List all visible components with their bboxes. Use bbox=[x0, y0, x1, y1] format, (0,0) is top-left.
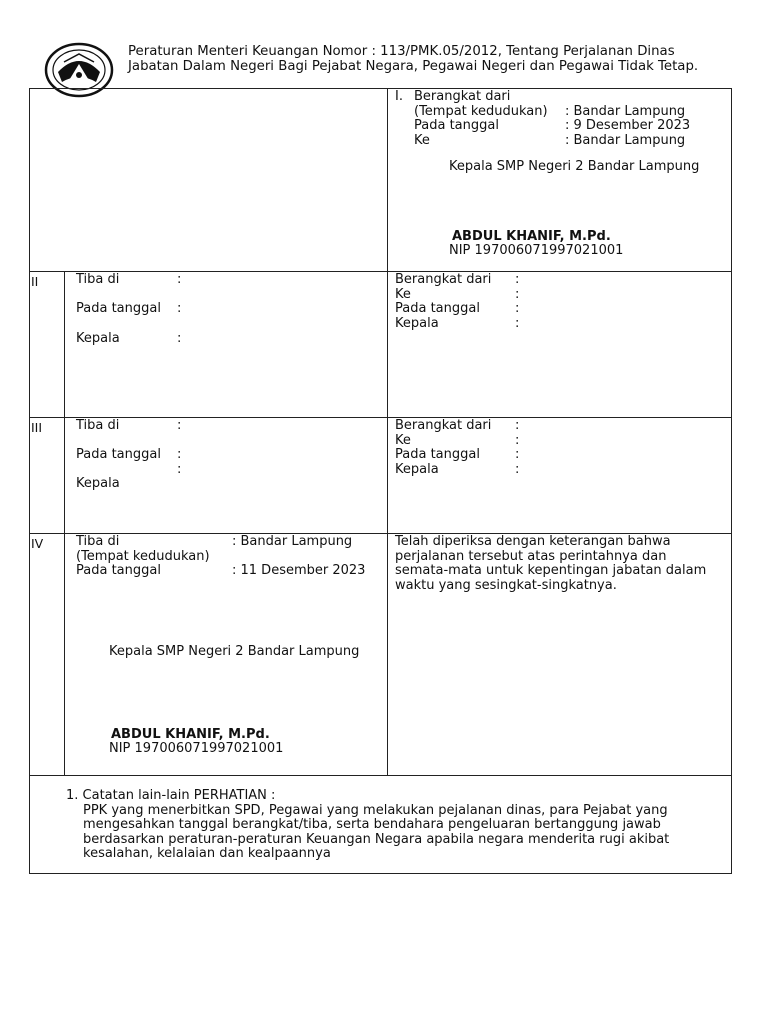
s2-arrival-label: Tiba di bbox=[76, 272, 120, 287]
notes-line-2: mengesahkan tanggal berangkat/tiba, serta bendahara pengeluaran bertanggung jawab bbox=[83, 817, 661, 832]
s3-right-date-value: : bbox=[515, 447, 520, 462]
s3-right-date-label: Pada tanggal bbox=[395, 447, 480, 462]
section-2-arrival-cell bbox=[65, 272, 388, 418]
s4-date-label: Pada tanggal bbox=[76, 563, 161, 578]
notes-line-1: PPK yang menerbitkan SPD, Pegawai yang melakukan pejalanan dinas, para Pejabat yang bbox=[83, 802, 668, 818]
section-1-departure-cell bbox=[388, 89, 732, 272]
s3-to-label: Ke bbox=[395, 432, 411, 448]
section-1-signer-nip: NIP 197006071997021001 bbox=[449, 243, 624, 258]
s2-right-date-value: : bbox=[515, 301, 520, 316]
s4-arrival-value: : Bandar Lampung bbox=[232, 534, 353, 549]
notes-title: 1. Catatan lain-lain PERHATIAN : bbox=[66, 788, 276, 803]
s3-arrival-value: : bbox=[177, 418, 182, 433]
notes-cell bbox=[30, 776, 732, 874]
section-1-title: Berangkat dari bbox=[414, 89, 511, 104]
section-1-signer-name: ABDUL KHANIF, M.Pd. bbox=[452, 229, 611, 244]
section-4-arrival-cell bbox=[65, 534, 388, 776]
s3-head-label: Kepala bbox=[76, 476, 120, 491]
section-3-arrival-cell bbox=[65, 418, 388, 534]
s3-depart-from-value: : bbox=[515, 418, 520, 433]
s2-depart-from-value: : bbox=[515, 272, 520, 287]
s3-extra-label bbox=[76, 463, 177, 478]
section-1-empty-cell bbox=[30, 89, 388, 272]
s2-depart-from-label: Berangkat dari bbox=[395, 272, 492, 287]
s2-right-head-label: Kepala bbox=[395, 315, 439, 331]
origin-value: : Bandar Lampung bbox=[565, 103, 686, 119]
s3-depart-from-label: Berangkat dari bbox=[395, 418, 492, 433]
statement-line-3: semata-mata untuk kepentingan jabatan dalam bbox=[395, 563, 707, 578]
statement-line-4: waktu yang sesingkat-singkatnya. bbox=[395, 577, 617, 593]
destination-label: Ke bbox=[414, 132, 430, 148]
s4-origin-label: (Tempat kedudukan) bbox=[76, 548, 210, 564]
notes-line-3: berdasarkan peraturan-peraturan Keuangan Negara apabila negara menderita rugi akibat bbox=[83, 831, 670, 847]
travel-document-table bbox=[29, 88, 732, 874]
s3-extra-value: : bbox=[177, 461, 182, 477]
departure-date-label: Pada tanggal bbox=[414, 118, 499, 133]
s2-to-label: Ke bbox=[395, 286, 411, 302]
section-4-row bbox=[30, 534, 732, 776]
s3-right-head-label: Kepala bbox=[395, 461, 439, 477]
section-1-position: Kepala SMP Negeri 2 Bandar Lampung bbox=[449, 159, 700, 174]
section-2-row bbox=[30, 272, 732, 418]
s2-date-value: : bbox=[177, 301, 182, 316]
notes-row bbox=[30, 776, 732, 874]
notes-line-4: kesalahan, kelalaian dan kealpaannya bbox=[83, 846, 331, 861]
section-3-row bbox=[30, 418, 732, 534]
section-1-numeral: I. bbox=[395, 89, 403, 104]
header-line-2: Jabatan Dalam Negeri Bagi Pejabat Negara, Pegawai Negeri dan Pegawai Tidak Tetap. bbox=[128, 59, 699, 74]
s3-date-label: Pada tanggal bbox=[76, 447, 161, 462]
s4-date-value: : 11 Desember 2023 bbox=[232, 563, 366, 578]
section-4-signer-nip: NIP 197006071997021001 bbox=[109, 741, 284, 756]
s3-arrival-label: Tiba di bbox=[76, 418, 120, 433]
section-1-row bbox=[30, 89, 732, 272]
s2-arrival-value: : bbox=[177, 272, 182, 287]
s2-right-head-value: : bbox=[515, 315, 520, 331]
section-2-departure-cell bbox=[388, 272, 732, 418]
departure-date-value: : 9 Desember 2023 bbox=[565, 118, 691, 133]
s2-date-label: Pada tanggal bbox=[76, 301, 161, 316]
s2-right-date-label: Pada tanggal bbox=[395, 301, 480, 316]
section-4-numeral: IV bbox=[30, 534, 65, 776]
section-4-signer-name: ABDUL KHANIF, M.Pd. bbox=[111, 727, 270, 742]
section-2-numeral: II bbox=[30, 272, 65, 418]
s2-head-value: : bbox=[177, 331, 182, 346]
regulation-header bbox=[128, 44, 748, 74]
s3-date-value: : bbox=[177, 447, 182, 462]
s4-arrival-label: Tiba di bbox=[76, 534, 120, 549]
destination-value: : Bandar Lampung bbox=[565, 132, 686, 148]
s2-head-label: Kepala bbox=[76, 331, 120, 346]
section-4-verification-cell bbox=[388, 534, 732, 776]
s3-to-value: : bbox=[515, 432, 520, 448]
header-line-1: Peraturan Menteri Keuangan Nomor : 113/PMK.05/2012, Tentang Perjalanan Dinas bbox=[128, 44, 675, 59]
s2-to-value: : bbox=[515, 286, 520, 302]
s3-right-head-value: : bbox=[515, 461, 520, 477]
statement-line-1: Telah diperiksa dengan keterangan bahwa bbox=[395, 534, 671, 549]
section-3-numeral: III bbox=[30, 418, 65, 534]
section-4-position: Kepala SMP Negeri 2 Bandar Lampung bbox=[109, 644, 360, 659]
section-3-departure-cell bbox=[388, 418, 732, 534]
origin-label: (Tempat kedudukan) bbox=[414, 103, 548, 119]
statement-line-2: perjalanan tersebut atas perintahnya dan bbox=[395, 548, 667, 564]
